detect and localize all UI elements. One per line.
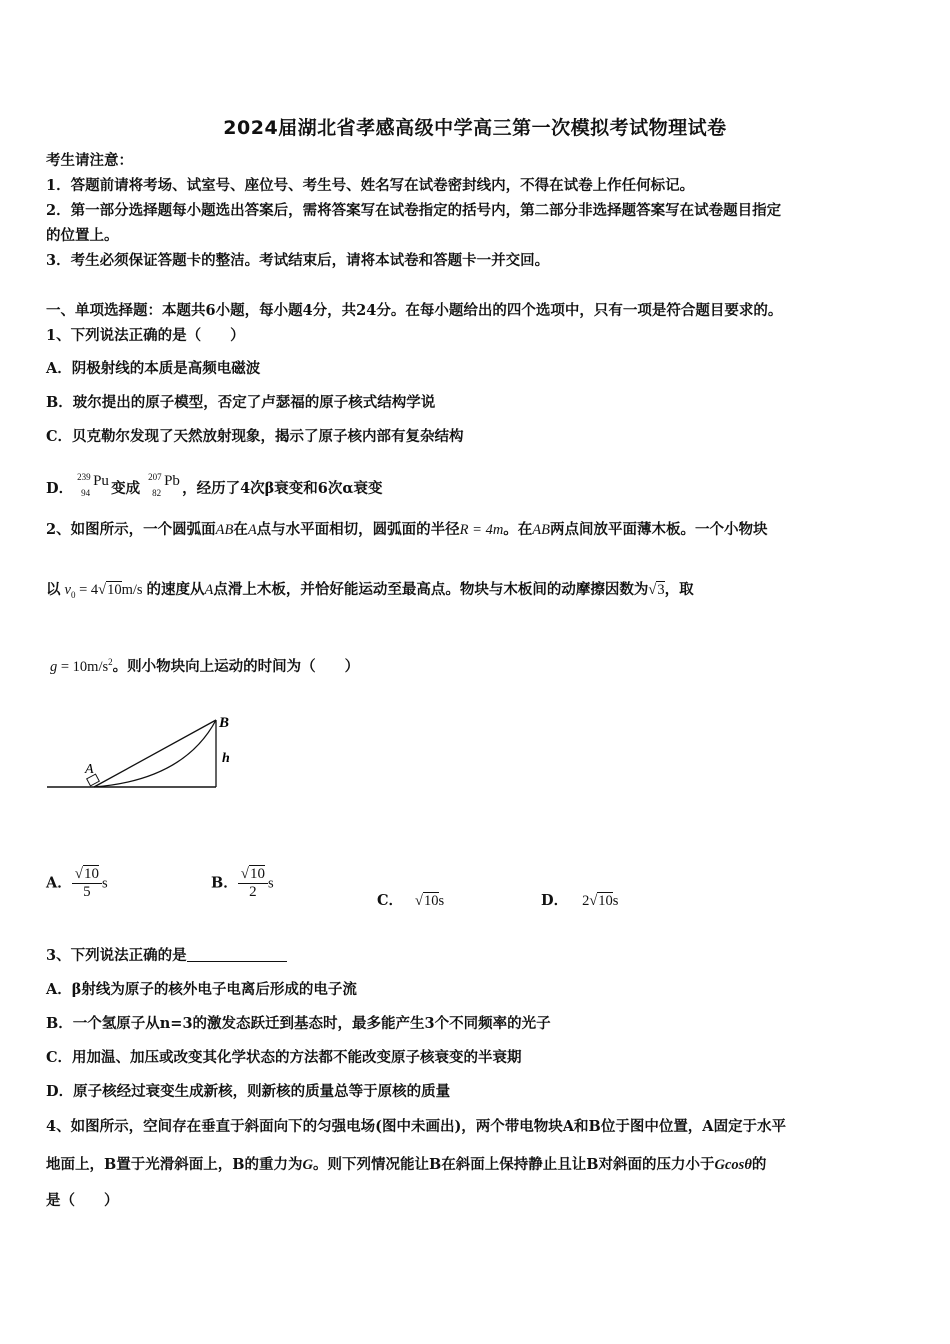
q4-text: 地面上，B置于光滑斜面上，B的重力为 — [46, 1156, 303, 1173]
unit: s — [268, 875, 274, 892]
q3-stem — [46, 946, 287, 966]
q2-point-a: A — [247, 522, 257, 538]
board-line — [94, 720, 216, 787]
unit: s — [102, 875, 108, 892]
q1-d-mid: 变成 — [111, 480, 141, 497]
q2-text: ，取 — [664, 581, 694, 598]
q2-text: 。则小物块向上运动的时间为（ ） — [112, 657, 360, 675]
q4-gcos: Gcosθ — [714, 1157, 752, 1173]
label-b: B — [219, 715, 230, 731]
q2-text: 点滑上木板，并恰好能运动至最高点。物块与木板间的动摩擦因数为 — [213, 581, 649, 598]
q4-g: G — [302, 1157, 313, 1173]
q2-text: 2、如图所示，一个圆弧面 — [46, 521, 216, 538]
q2-text: 的速度从 — [146, 581, 205, 598]
answer-blank — [187, 947, 287, 962]
q2-ab: AB — [215, 522, 234, 538]
q4-text: 。则下列情况能让B在斜面上保持静止且让B对斜面的压力小于 — [313, 1156, 715, 1173]
q1-option-b: B．玻尔提出的原子模型，否定了卢瑟福的原子核式结构学说 — [46, 394, 436, 411]
label-a: A — [85, 762, 94, 777]
q1-option-a: A．阴极射线的本质是高频电磁波 — [46, 360, 261, 377]
q2-point-a: A — [204, 582, 214, 598]
q2-v0-eq: = 4 — [75, 582, 99, 598]
sqrt-symbol: √ — [98, 582, 107, 598]
exam-title: 2024届湖北省孝感高级中学高三第一次模拟考试物理试卷 — [223, 117, 727, 139]
q2-v0-radicand: 10 — [107, 582, 122, 598]
q2-line-3 — [46, 652, 359, 677]
q2-option-a — [46, 866, 108, 901]
radicand: 10 — [598, 893, 613, 909]
q1-stem: 1、下列说法正确的是（ ） — [46, 327, 245, 344]
notice-item-2-line-2: 的位置上。 — [46, 227, 119, 244]
q2-option-c — [377, 889, 444, 910]
q2-line-1 — [46, 520, 768, 540]
coefficient: 2 — [582, 893, 590, 909]
q2-g-exponent: 2 — [108, 657, 113, 667]
q2-text: 点与水平面相切，圆弧面的半径 — [256, 521, 460, 538]
fraction — [238, 866, 268, 901]
radicand: 10 — [424, 893, 439, 909]
q2-v0-unit: m/s — [121, 582, 143, 598]
q2-figure — [44, 710, 244, 800]
q2-v0-subscript: 0 — [70, 589, 76, 600]
sqrt-symbol: √ — [589, 893, 598, 909]
q2-ab: AB — [532, 522, 551, 538]
q2-line-2 — [46, 580, 694, 605]
q3-stem-text: 3、下列说法正确的是 — [46, 947, 187, 964]
q3-option-a: A．β射线为原子的核外电子电离后形成的电子流 — [46, 981, 357, 998]
unit: s — [612, 893, 619, 909]
q2-radius: R = 4m — [459, 522, 504, 538]
sqrt-symbol: √ — [240, 866, 249, 882]
q2-mu-radicand: 3 — [657, 582, 665, 598]
q2-opt-a-label: A． — [46, 874, 72, 892]
section-1-heading: 一、单项选择题：本题共6小题，每小题4分，共24分。在每小题给出的四个选项中，只有一项是符合题目要求的。 — [46, 302, 783, 319]
notice-item-2-line-1: 2．第一部分选择题每小题选出答案后，需将答案写在试卷指定的括号内，第二部分非选择题答案写在试卷题目指定 — [46, 202, 782, 219]
q2-g-eq: = 10m/s — [57, 658, 109, 675]
pb-mass-number: 207 — [148, 472, 162, 482]
q2-opt-b-label: B． — [211, 874, 238, 892]
notice-heading: 考生请注意： — [46, 152, 133, 169]
q2-option-b — [211, 866, 274, 901]
q4-text: 的 — [751, 1156, 767, 1173]
notice-item-3: 3．考生必须保证答题卡的整洁。考试结束后，请将本试卷和答题卡一并交回。 — [46, 252, 550, 269]
fraction — [72, 866, 102, 901]
q1-option-d — [46, 471, 383, 499]
nuclide-plutonium — [73, 471, 111, 497]
label-h: h — [222, 751, 230, 766]
pu-mass-number: 239 — [77, 472, 91, 482]
q1-d-label: D． — [46, 480, 74, 497]
q2-opt-c-label: C． — [377, 892, 404, 909]
pb-symbol: Pb — [164, 473, 180, 489]
q3-option-c: C．用加温、加压或改变其化学状态的方法都不能改变原子核衰变的半衰期 — [46, 1049, 522, 1066]
sqrt-symbol: √ — [415, 893, 424, 909]
q1-option-c: C．贝克勒尔发现了天然放射现象，揭示了原子核内部有复杂结构 — [46, 428, 464, 445]
pb-atomic-number: 82 — [152, 488, 162, 498]
nuclide-lead — [144, 471, 182, 497]
pu-atomic-number: 94 — [81, 488, 91, 498]
q2-v0: v — [64, 582, 71, 598]
notice-item-1: 1．答题前请将考场、试室号、座位号、考生号、姓名写在试卷密封线内，不得在试卷上作任何标记。 — [46, 177, 695, 194]
q4-line-1: 4、如图所示，空间存在垂直于斜面向下的匀强电场(图中未画出)，两个带电物块A和B位于图中位置，A固定于水平 — [46, 1118, 787, 1135]
numerator: 10 — [250, 866, 265, 882]
q2-opt-d-label: D． — [541, 892, 569, 909]
denominator: 2 — [249, 884, 257, 900]
q3-option-d: D．原子核经过衰变生成新核，则新核的质量总等于原核的质量 — [46, 1083, 451, 1100]
q2-option-d — [541, 889, 618, 910]
q2-text: 在 — [233, 521, 248, 538]
q2-text: 以 — [46, 581, 61, 598]
q3-option-b: B．一个氢原子从n=3的激发态跃迁到基态时，最多能产生3个不同频率的光子 — [46, 1015, 551, 1032]
sqrt-symbol: √ — [74, 866, 83, 882]
q2-g: g — [50, 658, 58, 675]
unit: s — [438, 893, 445, 909]
q2-text: 两点间放平面薄木板。一个小物块 — [550, 521, 768, 538]
sqrt-symbol: √ — [648, 582, 657, 598]
numerator: 10 — [84, 866, 99, 882]
denominator: 5 — [83, 884, 91, 900]
q1-d-end: ，经历了4次β衰变和6次α衰变 — [182, 480, 383, 497]
q4-line-2 — [46, 1155, 766, 1175]
q4-line-3: 是（ ） — [46, 1192, 119, 1209]
q2-text: 。在 — [503, 521, 533, 538]
pu-symbol: Pu — [93, 473, 109, 489]
